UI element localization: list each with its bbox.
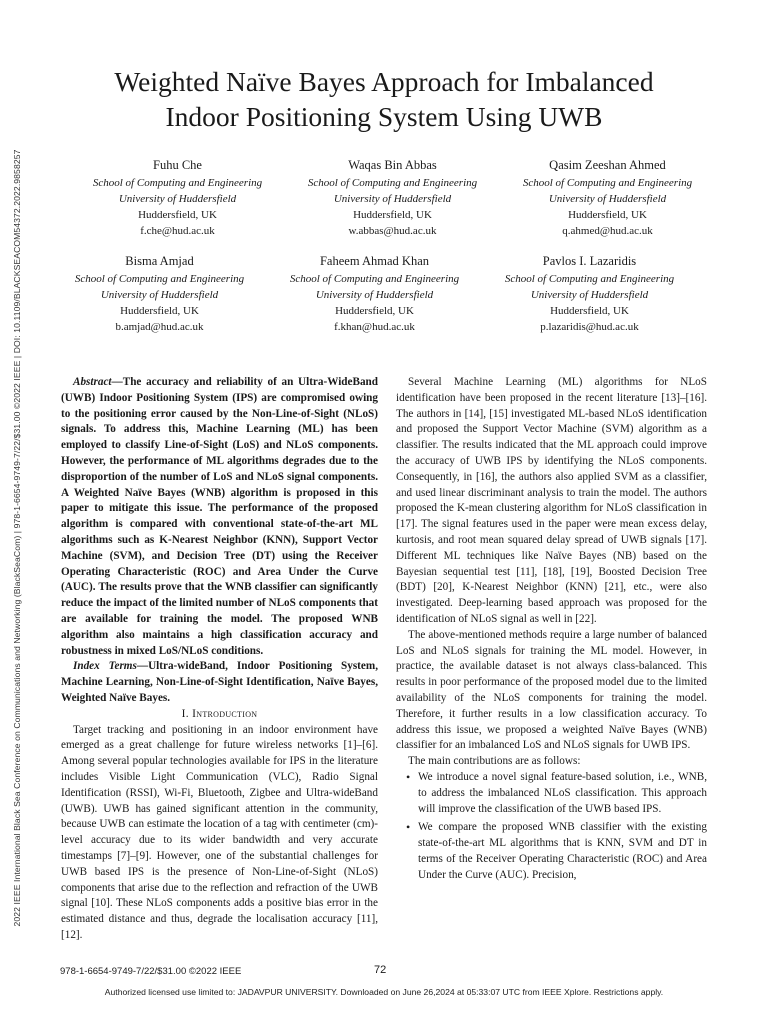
author-name: Fuhu Che <box>153 158 202 172</box>
section-title: Introduction <box>192 707 258 720</box>
author-name: Waqas Bin Abbas <box>348 158 437 172</box>
author-city: Huddersfield, UK <box>353 209 432 221</box>
author-block <box>285 157 500 239</box>
index-terms <box>61 659 378 706</box>
author-email[interactable]: f.che@hud.ac.uk <box>140 225 215 237</box>
author-university: University of Huddersfield <box>548 193 667 205</box>
list-item: • We introduce a novel signal feature-based solution, i.e., WNB, to address the imbalanced NLoS classification. This approach will improve the classification of the UWB based IPS. <box>418 770 707 817</box>
author-block <box>500 157 715 239</box>
author-university: University of Huddersfield <box>118 193 237 205</box>
author-block <box>267 253 482 335</box>
author-city: Huddersfield, UK <box>335 305 414 317</box>
left-column <box>61 375 378 944</box>
author-name: Pavlos I. Lazaridis <box>542 254 637 268</box>
paper-title <box>40 64 728 134</box>
author-email[interactable]: w.abbas@hud.ac.uk <box>348 225 437 237</box>
author-block <box>52 253 267 335</box>
author-school: School of Computing and Engineering <box>74 273 245 285</box>
body-paragraph: Several Machine Learning (ML) algorithms for NLoS identification have been proposed in the recent literature [13]–[16]. The authors in [14], [15] investigated ML-based NLoS identification and proposed the Support Vector Machine (SVM) algorithm as a classifier. The results indicated that the ML approach could improve the accuracy of UWB IPS by identifying the NLoS components. Consequently, in [16], the authors also applied SVM as a classifier, and used linear discriminant analysis to train the model. The authors proposed the K-mean clustering algorithm for NLoS classification in [17]. The signal features used in the paper were mean excess delay, kurtosis, and root mean squared delay spread of UWB signals [17]. Different ML techniques like Naïve Bayes (NB) based on the Bayesian sequential test [11], [18], [19], Boosted Decision Tree (BDT) [20], K-Nearest Neighbor (KNN) [21], etc., were also investigated. Deep-learning based approach was proposed for the identification of NLoS signal as well in [22]. <box>396 376 707 625</box>
author-school: School of Computing and Engineering <box>307 177 478 189</box>
contributions-list <box>396 770 707 884</box>
author-block <box>70 157 285 239</box>
author-name: Bisma Amjad <box>125 254 194 268</box>
author-school: School of Computing and Engineering <box>289 273 460 285</box>
author-school: School of Computing and Engineering <box>92 177 263 189</box>
author-school: School of Computing and Engineering <box>522 177 693 189</box>
author-email[interactable]: q.ahmed@hud.ac.uk <box>562 225 653 237</box>
author-university: University of Huddersfield <box>100 289 219 301</box>
abstract-text: —The accuracy and reliability of an Ultra-WideBand (UWB) Indoor Positioning System (IPS) are compromised owing to the positioning error caused by the Non-Line-of-Sight (NLoS) signals. To address this, Machine Learning (ML) has been employed to classify Line-of-Sight (LoS) and NLoS components. However, the performance of ML algorithms degrades due to the disproportion of the number of LoS and NLoS signal components. A Weighted Naïve Bayes (WNB) algorithm is proposed in this paper to mitigate this issue. The performance of the proposed algorithm is compared with conventional state-of-the-art ML algorithms such as K-Nearest Neighbor (KNN), Support Vector Machine (SVM), and Decision Tree (DT) using the Receiver Operating Characteristic (ROC) and Area Under the Curve (AUC). The results prove that the WNB classifier can significantly reduce the impact of the limited number of NLoS components that are available for training the model. The proposed WNB algorithm also maintains a high classification accuracy and robustness in mixed LoS/NLoS conditions. <box>61 376 378 657</box>
author-city: Huddersfield, UK <box>550 305 629 317</box>
body-paragraph: The above-mentioned methods require a large number of balanced LoS and NLoS signals for training the ML model. However, in practice, the available dataset is not always class-balanced. This results in poor performance of the proposed model due to the limited availability of the NLoS components for training the model. Therefore, it further results in a low classification accuracy. To address this issue, we proposed a weighted Naïve Bayes (WNB) classifier for an imbalanced LoS and NLoS signals for UWB IPS. <box>396 628 707 752</box>
author-city: Huddersfield, UK <box>138 209 217 221</box>
body-paragraph: The main contributions are as follows: <box>408 755 581 768</box>
author-university: University of Huddersfield <box>333 193 452 205</box>
author-block <box>482 253 697 335</box>
list-item: • We compare the proposed WNB classifier with the existing state-of-the-art ML algorithms that is KNN, SVM and DT in terms of the Receiver Operating Characteristic (ROC) and Area Under the Curve (AUC). Precision, <box>418 820 707 883</box>
author-email[interactable]: f.khan@hud.ac.uk <box>334 321 415 333</box>
title-line-2: Indoor Positioning System Using UWB <box>165 101 603 132</box>
author-university: University of Huddersfield <box>530 289 649 301</box>
license-footer: Authorized licensed use limited to: JADAVPUR UNIVERSITY. Downloaded on June 26,2024 at 05:33:07 UTC from IEEE Xplore. Restrictions apply. <box>104 987 664 997</box>
section-heading <box>61 707 378 723</box>
intro-paragraph: Target tracking and positioning in an indoor environment have emerged as a great challenge for future wireless networks [1]–[6]. Among several popular technologies available for IPS in the literature includes Visible Light Communication (VLC), Radio Signal Identification (RSSI), Wi-Fi, Bluetooth, Zigbee and Ultra-wideBand (UWB). UWB has gained significant attention in the community, because UWB can estimate the location of a tag with centimeter (cm)-level accuracy due to its wider bandwidth and very accurate timestamps [7]–[9]. However, one of the substantial challenges for UWB based IPS is the presence of Non-Line-of-Sight (NLoS) components that arise due to the reflection and refraction of the UWB signal [10]. These NLoS components adds a positive bias error in the estimated distance and thus, degrade the localisation accuracy [11], [12]. <box>61 723 378 941</box>
author-name: Faheem Ahmad Khan <box>319 254 429 268</box>
author-email[interactable]: p.lazaridis@hud.ac.uk <box>540 321 639 333</box>
copyright-footer: 978-1-6654-9749-7/22/$31.00 ©2022 IEEE <box>60 966 242 977</box>
index-terms-label: Index Terms <box>73 660 137 673</box>
abstract-label: Abstract <box>73 376 112 388</box>
author-university: University of Huddersfield <box>315 289 434 301</box>
right-column <box>396 375 707 887</box>
author-name: Qasim Zeeshan Ahmed <box>549 158 666 172</box>
doi-sidebar-text: 2022 IEEE International Black Sea Conference on Communications and Networking (BlackSeaCom) | 978-1-6654-9749-7/22/$31.00 ©2022 IEEE | DOI: 10.1109/BLACKSEACOM54372.2022.9858257 <box>12 149 22 927</box>
author-email[interactable]: b.amjad@hud.ac.uk <box>115 321 204 333</box>
author-city: Huddersfield, UK <box>568 209 647 221</box>
doi-sidebar <box>8 128 26 948</box>
section-number: I. <box>181 707 193 720</box>
abstract <box>61 375 378 659</box>
author-school: School of Computing and Engineering <box>504 273 675 285</box>
index-terms-text: —Ultra-wideBand, Indoor Positioning System, Machine Learning, Non-Line-of-Sight Identification, Naïve Bayes, Weighted Naïve Bayes. <box>61 660 378 704</box>
author-city: Huddersfield, UK <box>120 305 199 317</box>
page-number: 72 <box>374 964 387 976</box>
title-line-1: Weighted Naïve Bayes Approach for Imbalanced <box>114 66 654 97</box>
